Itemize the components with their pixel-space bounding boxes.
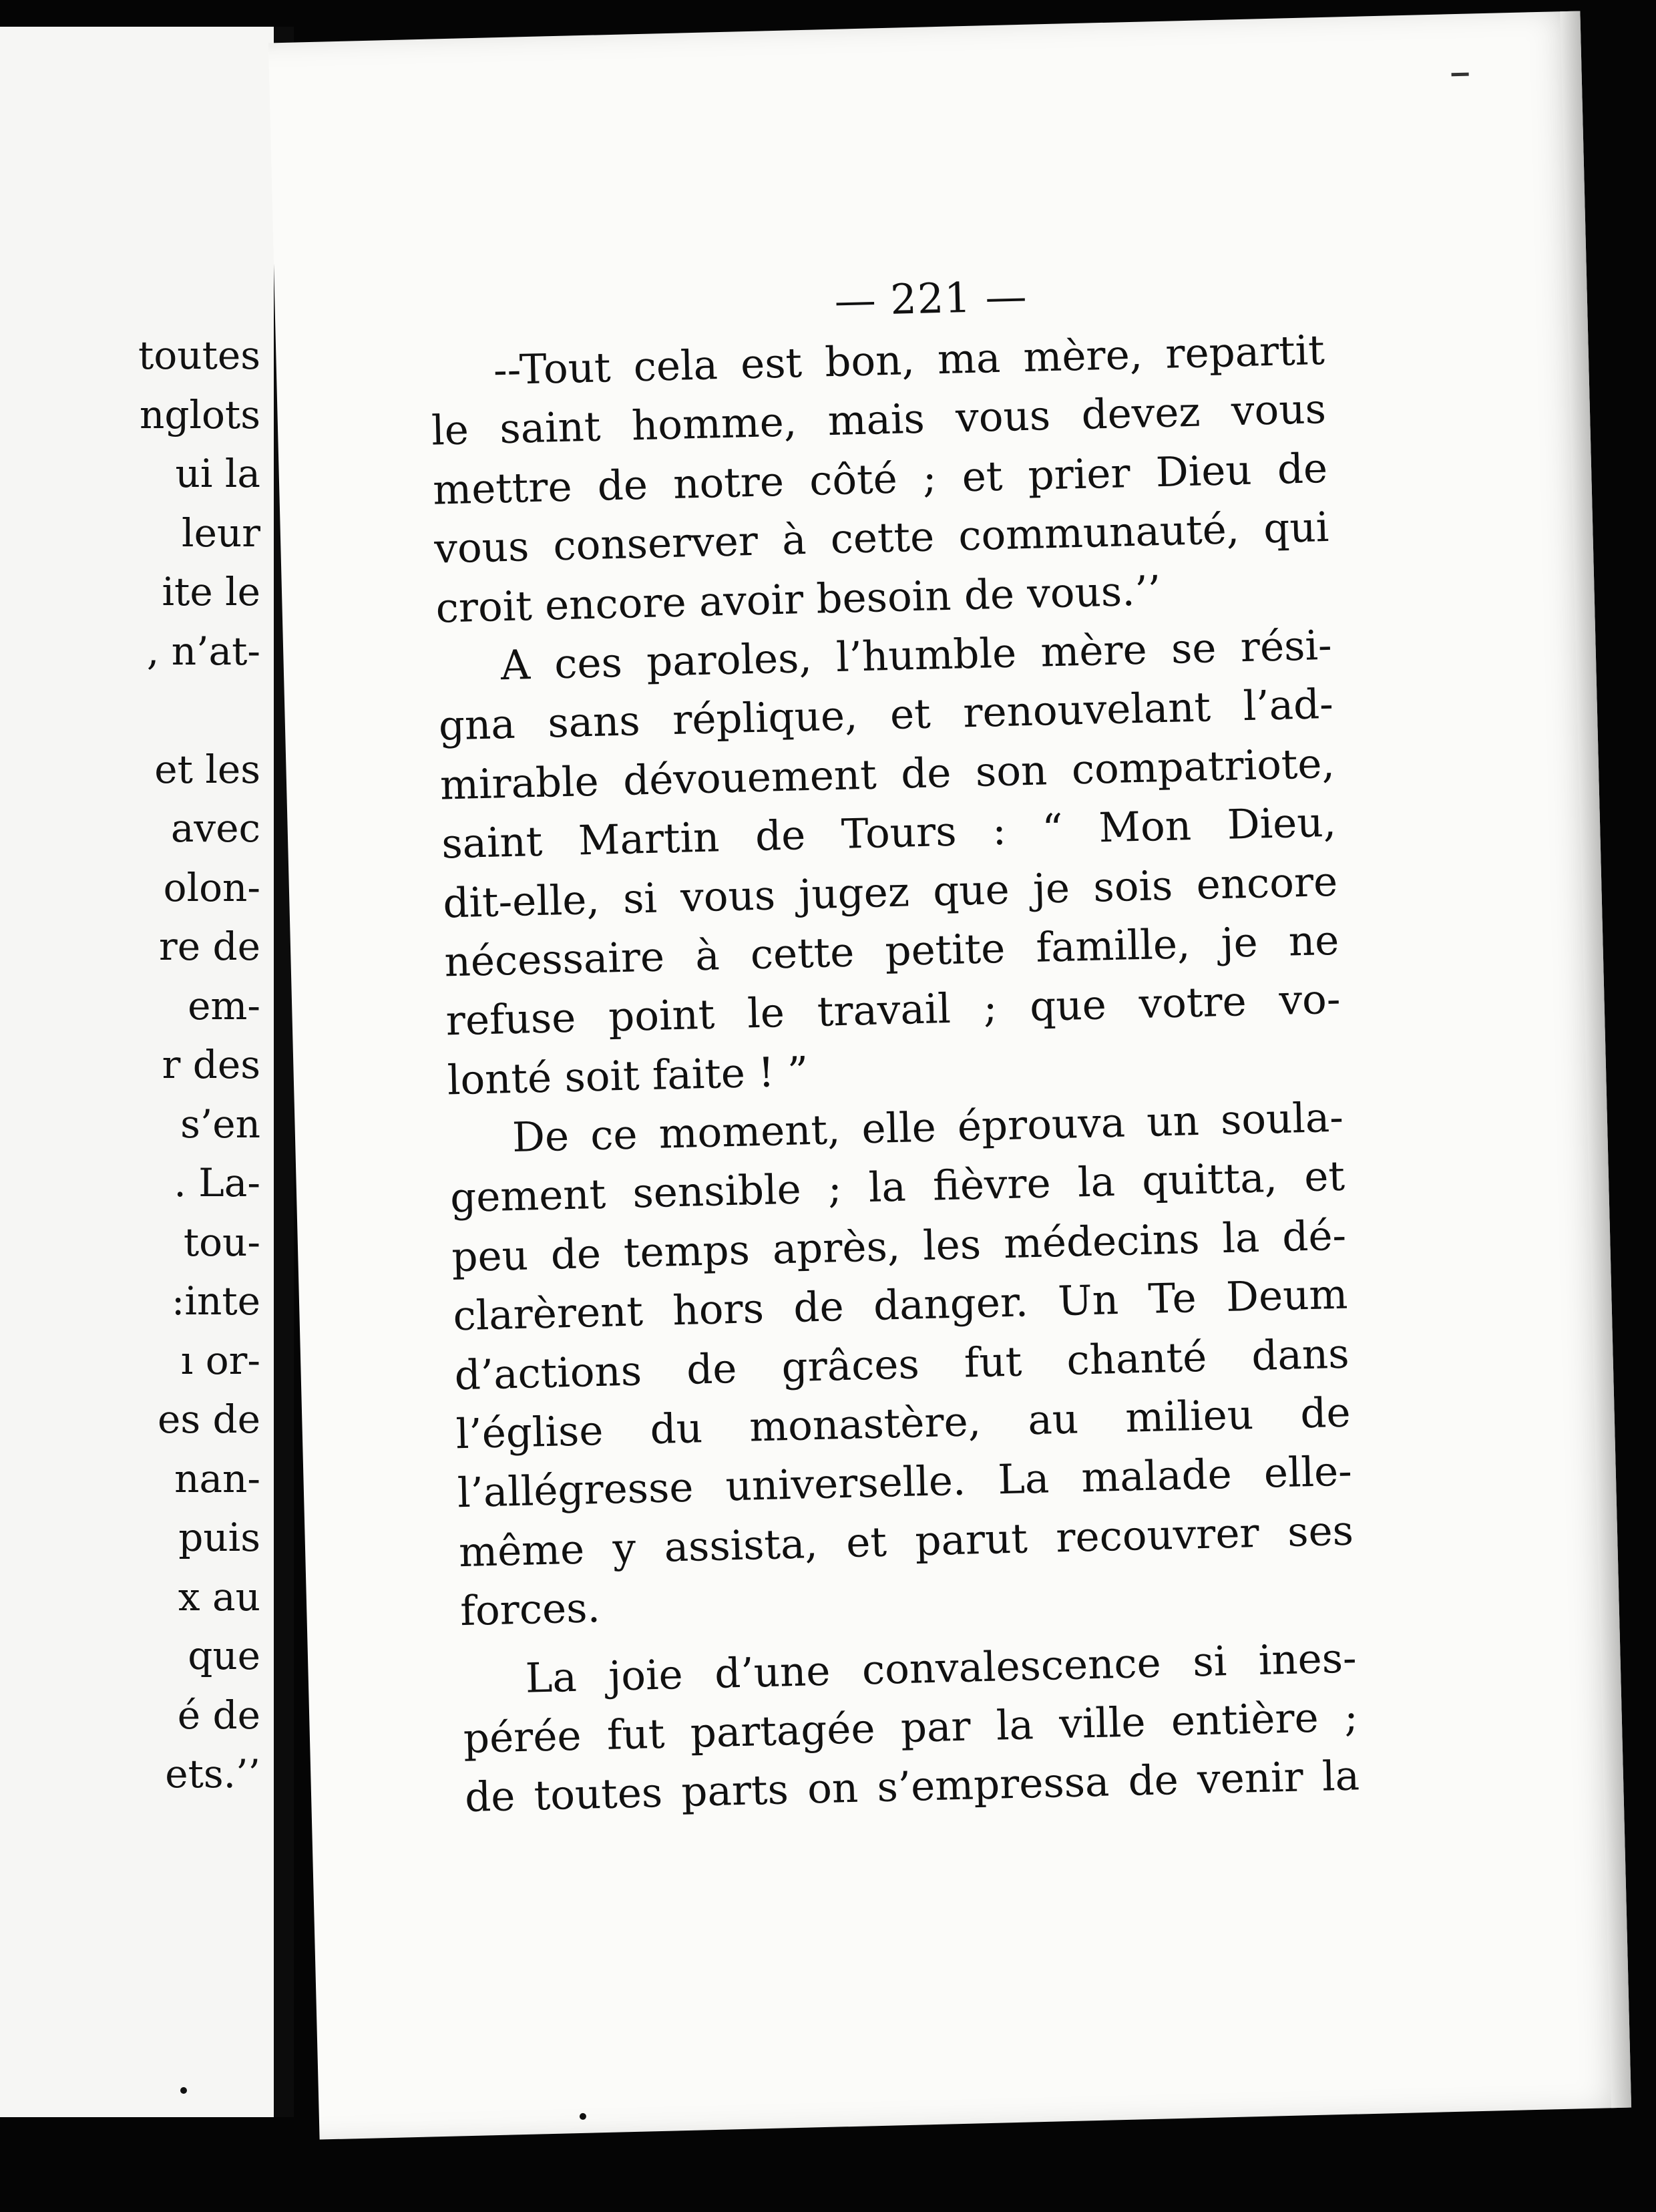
left-line: puis bbox=[178, 1515, 260, 1560]
text-line: l’église du monastère, au milieu de bbox=[455, 1389, 1352, 1459]
text-line: d’actions de grâces fut chanté dans bbox=[453, 1330, 1350, 1399]
left-line bbox=[138, 681, 260, 740]
text-line: nécessaire à cette petite famille, je ne bbox=[443, 916, 1340, 986]
text-line: dit-elle, si vous jugez que je sois encore bbox=[442, 858, 1338, 927]
left-line: é de bbox=[177, 1692, 260, 1738]
text-line: De ce moment, elle éprouva un soula- bbox=[511, 1093, 1344, 1162]
text-line: clarèrent hors de danger. Un Te Deum bbox=[452, 1270, 1349, 1340]
left-line: et les bbox=[154, 746, 260, 792]
ink-speck bbox=[580, 2113, 586, 2120]
left-line: :inte bbox=[171, 1278, 260, 1324]
left-line: ui la bbox=[175, 451, 260, 496]
text-line: croit encore avoir besoin de vous.’’ bbox=[435, 566, 1162, 632]
left-line: nglots bbox=[139, 391, 260, 437]
text-line: lonté soit faite ! ” bbox=[447, 1047, 809, 1105]
left-page-text bbox=[138, 326, 260, 1804]
left-line: nan- bbox=[174, 1455, 260, 1501]
left-line: leur bbox=[182, 510, 260, 556]
text-line: gna sans réplique, et renouvelant l’ad- bbox=[438, 681, 1334, 750]
text-line: mirable dévouement de son compatriote, bbox=[439, 739, 1335, 809]
left-line: em- bbox=[188, 982, 260, 1029]
page-body-text bbox=[429, 321, 1360, 1828]
ink-mark bbox=[1452, 73, 1469, 77]
left-line: , n’at- bbox=[146, 628, 260, 674]
left-line: r des bbox=[162, 1042, 260, 1087]
text-line: A ces paroles, l’humble mère se rési- bbox=[499, 621, 1333, 690]
left-line: toutes bbox=[138, 333, 260, 378]
text-line: mettre de notre côté ; et prier Dieu de bbox=[432, 444, 1328, 514]
text-line: vous conserver à cette communauté, qui bbox=[433, 504, 1329, 573]
text-line: gement sensible ; la fièvre la quitta, et bbox=[449, 1153, 1346, 1222]
text-line: le saint homme, mais vous devez vous bbox=[431, 385, 1327, 455]
text-line: refuse point le travail ; que votre vo- bbox=[445, 975, 1341, 1045]
left-line: ets.’’ bbox=[165, 1751, 260, 1797]
left-line: s’en bbox=[180, 1101, 260, 1147]
left-line: ite le bbox=[162, 569, 260, 614]
text-line: peu de temps après, les médecins la dé- bbox=[451, 1212, 1347, 1282]
left-line: es de bbox=[158, 1397, 260, 1442]
text-line: forces. bbox=[459, 1584, 601, 1636]
text-line: de toutes parts on s’empressa de venir la bbox=[464, 1752, 1360, 1822]
text-line: l’allégresse universelle. La malade elle- bbox=[457, 1447, 1353, 1517]
text-line: --Tout cela est bon, ma mère, repartit bbox=[493, 326, 1325, 395]
ink-speck bbox=[180, 2087, 187, 2094]
page-edge-shadow bbox=[1560, 11, 1631, 2108]
text-line: saint Martin de Tours : “ Mon Dieu, bbox=[441, 798, 1337, 868]
text-line: même y assista, et parut recouvrer ses bbox=[458, 1507, 1354, 1576]
left-line: avec bbox=[170, 805, 260, 851]
text-line: La joie d’une convalescence si ines- bbox=[525, 1634, 1358, 1702]
left-line: re de bbox=[159, 924, 260, 969]
left-line: ı or- bbox=[180, 1337, 260, 1383]
page-number: — 221 — bbox=[833, 271, 1028, 325]
left-line: x au bbox=[178, 1574, 260, 1620]
left-line: olon- bbox=[163, 864, 260, 910]
left-facing-page bbox=[0, 27, 274, 2117]
right-page bbox=[268, 11, 1631, 2139]
left-line: tou- bbox=[183, 1219, 260, 1265]
left-line: que bbox=[188, 1633, 260, 1678]
left-line: . La- bbox=[174, 1160, 260, 1206]
text-line: pérée fut partagée par la ville entière ; bbox=[463, 1693, 1359, 1763]
